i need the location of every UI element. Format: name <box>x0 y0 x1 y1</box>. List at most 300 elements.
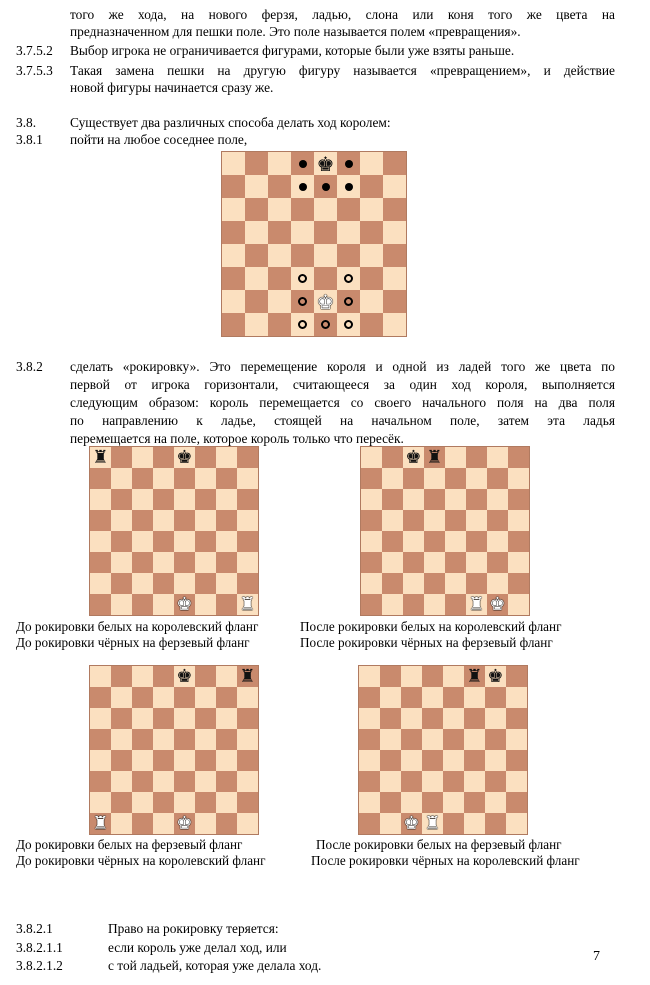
square-f6 <box>195 489 216 510</box>
square-h3 <box>237 771 258 792</box>
square-h1 <box>383 313 406 336</box>
square-c1 <box>401 813 422 834</box>
square-c1 <box>132 594 153 615</box>
square-h4 <box>237 531 258 552</box>
square-a5 <box>90 510 111 531</box>
square-b6 <box>111 708 132 729</box>
square-g3 <box>216 552 237 573</box>
square-d4 <box>422 750 443 771</box>
square-b7 <box>382 468 403 489</box>
black-rook-icon: ♜ <box>92 446 109 468</box>
move-dot-ring <box>298 297 307 306</box>
move-dot-filled <box>345 183 353 191</box>
square-g3 <box>485 771 506 792</box>
black-king-icon: ♚ <box>487 665 504 687</box>
square-e6 <box>174 708 195 729</box>
black-king-icon: ♚ <box>176 665 193 687</box>
square-e8 <box>443 666 464 687</box>
move-dot-filled <box>322 183 330 191</box>
square-e7 <box>174 468 195 489</box>
para-382-line-3: следующим образом: король перемещается со своего начального поля на два поля <box>70 395 615 410</box>
square-c5 <box>132 510 153 531</box>
square-e2 <box>443 792 464 813</box>
square-c2 <box>268 290 291 313</box>
square-f1 <box>464 813 485 834</box>
caption-board-1-line-1: До рокировки белых на королевский фланг <box>16 619 259 634</box>
caption-board-2-line-2: После рокировки чёрных на ферзевый фланг <box>300 635 553 650</box>
square-c4 <box>268 244 291 267</box>
square-g3 <box>487 552 508 573</box>
square-d7 <box>424 468 445 489</box>
square-e1 <box>174 813 195 834</box>
black-king-icon: ♚ <box>405 446 422 468</box>
square-e1 <box>445 594 466 615</box>
square-b2 <box>245 290 268 313</box>
square-b2 <box>380 792 401 813</box>
square-d5 <box>422 729 443 750</box>
square-c8 <box>132 447 153 468</box>
square-d4 <box>424 531 445 552</box>
square-f4 <box>464 750 485 771</box>
square-d3 <box>291 267 314 290</box>
castling-board-1 <box>89 446 259 616</box>
caption-board-4-line-1: После рокировки белых на ферзевый фланг <box>316 837 562 852</box>
square-a1 <box>90 813 111 834</box>
square-e8 <box>174 666 195 687</box>
square-h4 <box>506 750 527 771</box>
caption-board-1-line-2: До рокировки чёрных на ферзевый фланг <box>16 635 250 650</box>
square-a8 <box>222 152 245 175</box>
square-a3 <box>222 267 245 290</box>
square-h7 <box>237 468 258 489</box>
square-f1 <box>466 594 487 615</box>
square-c1 <box>403 594 424 615</box>
square-f2 <box>195 573 216 594</box>
square-h8 <box>237 447 258 468</box>
square-d3 <box>422 771 443 792</box>
caption-board-2-line-1: После рокировки белых на королевский фланг <box>300 619 562 634</box>
square-e4 <box>314 244 337 267</box>
square-h8 <box>508 447 529 468</box>
square-b7 <box>245 175 268 198</box>
square-a5 <box>361 510 382 531</box>
square-d4 <box>291 244 314 267</box>
square-g8 <box>360 152 383 175</box>
square-a7 <box>222 175 245 198</box>
square-d2 <box>153 573 174 594</box>
white-king-icon: ♚ <box>403 812 420 834</box>
square-h3 <box>508 552 529 573</box>
black-king-icon: ♚ <box>316 151 335 176</box>
square-e8 <box>174 447 195 468</box>
black-rook-icon: ♜ <box>466 665 483 687</box>
para-3752-text: Выбор игрока не ограничивается фигурами, которые были уже взяты раньше. <box>70 43 515 58</box>
para-381-text: пойти на любое соседнее поле, <box>70 132 248 147</box>
square-g8 <box>485 666 506 687</box>
para-382-line-1: сделать «рокировку». Это перемещение короля и одной из ладей того же цвета по <box>70 359 615 374</box>
square-a7 <box>90 687 111 708</box>
square-d3 <box>153 552 174 573</box>
square-c6 <box>403 489 424 510</box>
square-h2 <box>383 290 406 313</box>
square-e3 <box>314 267 337 290</box>
square-g7 <box>487 468 508 489</box>
square-h8 <box>237 666 258 687</box>
square-c2 <box>403 573 424 594</box>
square-h7 <box>383 175 406 198</box>
para-3821-text: Право на рокировку теряется: <box>108 921 279 936</box>
square-g8 <box>216 666 237 687</box>
square-a5 <box>90 729 111 750</box>
square-h1 <box>506 813 527 834</box>
square-b5 <box>382 510 403 531</box>
square-f5 <box>464 729 485 750</box>
square-f7 <box>337 175 360 198</box>
para-continuation-line-1: того же хода, на нового ферзя, ладью, слона или коня того же цвета на <box>70 7 615 22</box>
square-g1 <box>360 313 383 336</box>
square-a6 <box>359 708 380 729</box>
square-f2 <box>195 792 216 813</box>
square-h4 <box>237 750 258 771</box>
square-g4 <box>216 531 237 552</box>
square-a3 <box>90 552 111 573</box>
square-a6 <box>222 198 245 221</box>
square-g5 <box>216 510 237 531</box>
square-h4 <box>508 531 529 552</box>
para-number-382: 3.8.2 <box>16 359 43 374</box>
square-h3 <box>506 771 527 792</box>
square-g4 <box>487 531 508 552</box>
square-d8 <box>153 447 174 468</box>
para-38212-text: с той ладьей, которая уже делала ход. <box>108 958 322 973</box>
square-b3 <box>111 552 132 573</box>
square-b4 <box>111 531 132 552</box>
square-c2 <box>132 792 153 813</box>
square-f1 <box>195 594 216 615</box>
square-f7 <box>464 687 485 708</box>
square-d7 <box>153 687 174 708</box>
square-d5 <box>291 221 314 244</box>
para-continuation-line-2: предназначенном для пешки поле. Это поле называется полем «превращения». <box>70 24 521 39</box>
white-king-icon: ♚ <box>316 289 335 314</box>
square-a1 <box>222 313 245 336</box>
square-f6 <box>464 708 485 729</box>
square-b6 <box>111 489 132 510</box>
square-b4 <box>382 531 403 552</box>
square-g6 <box>216 489 237 510</box>
square-e5 <box>174 510 195 531</box>
square-f5 <box>337 221 360 244</box>
square-c3 <box>132 552 153 573</box>
square-f6 <box>466 489 487 510</box>
square-g6 <box>360 198 383 221</box>
para-38-text: Существует два различных способа делать ход королем: <box>70 115 391 130</box>
square-d6 <box>422 708 443 729</box>
square-d6 <box>291 198 314 221</box>
square-b7 <box>111 687 132 708</box>
square-a1 <box>90 594 111 615</box>
caption-board-4-line-2: После рокировки чёрных на королевский фланг <box>311 853 580 868</box>
square-d1 <box>153 813 174 834</box>
square-g4 <box>360 244 383 267</box>
square-e7 <box>174 687 195 708</box>
square-a4 <box>359 750 380 771</box>
move-dot-ring <box>344 297 353 306</box>
square-e7 <box>445 468 466 489</box>
square-a2 <box>90 573 111 594</box>
para-number-38211: 3.8.2.1.1 <box>16 940 63 955</box>
square-b5 <box>111 729 132 750</box>
black-rook-icon: ♜ <box>239 665 256 687</box>
square-d5 <box>153 510 174 531</box>
square-g5 <box>487 510 508 531</box>
square-b4 <box>380 750 401 771</box>
square-c4 <box>132 750 153 771</box>
square-b7 <box>111 468 132 489</box>
square-h1 <box>237 813 258 834</box>
square-e4 <box>174 750 195 771</box>
castling-board-2 <box>360 446 530 616</box>
square-d8 <box>422 666 443 687</box>
square-e7 <box>443 687 464 708</box>
square-g6 <box>485 708 506 729</box>
square-h6 <box>506 708 527 729</box>
square-b5 <box>111 510 132 531</box>
square-h6 <box>237 489 258 510</box>
square-b4 <box>111 750 132 771</box>
square-d7 <box>291 175 314 198</box>
square-c1 <box>132 813 153 834</box>
para-number-381: 3.8.1 <box>16 132 43 147</box>
square-h6 <box>508 489 529 510</box>
square-b1 <box>380 813 401 834</box>
square-e2 <box>174 573 195 594</box>
square-f1 <box>337 313 360 336</box>
square-g8 <box>216 447 237 468</box>
square-h8 <box>506 666 527 687</box>
square-c5 <box>268 221 291 244</box>
square-f8 <box>464 666 485 687</box>
white-king-icon: ♚ <box>176 812 193 834</box>
square-h5 <box>508 510 529 531</box>
square-e5 <box>314 221 337 244</box>
move-dot-ring <box>298 274 307 283</box>
square-b7 <box>380 687 401 708</box>
square-d3 <box>424 552 445 573</box>
square-b2 <box>382 573 403 594</box>
square-h5 <box>237 510 258 531</box>
square-h6 <box>383 198 406 221</box>
square-e8 <box>445 447 466 468</box>
square-h4 <box>383 244 406 267</box>
square-h5 <box>506 729 527 750</box>
caption-board-3-line-2: До рокировки чёрных на королевский фланг <box>16 853 266 868</box>
square-f2 <box>464 792 485 813</box>
square-c8 <box>268 152 291 175</box>
square-g5 <box>360 221 383 244</box>
square-g2 <box>216 792 237 813</box>
square-f7 <box>466 468 487 489</box>
square-a3 <box>90 771 111 792</box>
square-c4 <box>401 750 422 771</box>
square-h3 <box>383 267 406 290</box>
square-d7 <box>422 687 443 708</box>
square-c3 <box>403 552 424 573</box>
square-c6 <box>132 489 153 510</box>
square-d5 <box>424 510 445 531</box>
black-king-icon: ♚ <box>176 446 193 468</box>
square-a5 <box>359 729 380 750</box>
square-a1 <box>361 594 382 615</box>
square-d8 <box>291 152 314 175</box>
move-dot-ring <box>321 320 330 329</box>
square-e6 <box>314 198 337 221</box>
square-f1 <box>195 813 216 834</box>
square-f3 <box>464 771 485 792</box>
square-b3 <box>245 267 268 290</box>
square-b6 <box>245 198 268 221</box>
square-g3 <box>360 267 383 290</box>
square-f4 <box>195 750 216 771</box>
square-e8 <box>314 152 337 175</box>
square-c4 <box>132 531 153 552</box>
move-dot-filled <box>345 160 353 168</box>
square-h7 <box>506 687 527 708</box>
square-f7 <box>195 468 216 489</box>
square-e4 <box>443 750 464 771</box>
square-b8 <box>111 666 132 687</box>
square-g2 <box>487 573 508 594</box>
square-e2 <box>445 573 466 594</box>
square-f4 <box>337 244 360 267</box>
square-f5 <box>466 510 487 531</box>
square-a7 <box>361 468 382 489</box>
square-b1 <box>382 594 403 615</box>
square-a6 <box>90 708 111 729</box>
square-a2 <box>361 573 382 594</box>
square-e1 <box>314 313 337 336</box>
square-a7 <box>359 687 380 708</box>
white-king-icon: ♚ <box>176 593 193 615</box>
square-d6 <box>153 708 174 729</box>
square-d2 <box>291 290 314 313</box>
square-e5 <box>445 510 466 531</box>
move-dot-ring <box>344 320 353 329</box>
para-3753-line-1: Такая замена пешки на другую фигуру называется «превращением», и действие <box>70 63 615 78</box>
square-b8 <box>380 666 401 687</box>
square-d2 <box>422 792 443 813</box>
white-rook-icon: ♜ <box>424 812 441 834</box>
square-g2 <box>216 573 237 594</box>
square-b3 <box>380 771 401 792</box>
square-b8 <box>245 152 268 175</box>
square-f8 <box>337 152 360 175</box>
square-c1 <box>268 313 291 336</box>
square-g5 <box>485 729 506 750</box>
square-b8 <box>382 447 403 468</box>
square-b5 <box>380 729 401 750</box>
square-a4 <box>361 531 382 552</box>
square-g1 <box>485 813 506 834</box>
square-d6 <box>153 489 174 510</box>
square-a2 <box>90 792 111 813</box>
square-a8 <box>359 666 380 687</box>
square-h1 <box>237 594 258 615</box>
para-382-line-4: по направлению к ладье, стоящей на начальном поле, затем эта ладья <box>70 413 615 428</box>
square-g3 <box>216 771 237 792</box>
square-h5 <box>237 729 258 750</box>
para-number-38212: 3.8.2.1.2 <box>16 958 63 973</box>
square-a3 <box>361 552 382 573</box>
square-e3 <box>174 552 195 573</box>
square-a6 <box>90 489 111 510</box>
square-a4 <box>90 750 111 771</box>
square-f3 <box>337 267 360 290</box>
square-d5 <box>153 729 174 750</box>
square-a7 <box>90 468 111 489</box>
square-a5 <box>222 221 245 244</box>
square-d1 <box>153 594 174 615</box>
square-e5 <box>443 729 464 750</box>
square-g7 <box>216 468 237 489</box>
square-b3 <box>382 552 403 573</box>
square-h2 <box>237 573 258 594</box>
castling-board-3 <box>89 665 259 835</box>
caption-board-3-line-1: До рокировки белых на ферзевый фланг <box>16 837 243 852</box>
square-c3 <box>268 267 291 290</box>
square-g8 <box>487 447 508 468</box>
square-c2 <box>132 573 153 594</box>
square-e5 <box>174 729 195 750</box>
square-h2 <box>508 573 529 594</box>
square-g2 <box>485 792 506 813</box>
square-g4 <box>216 750 237 771</box>
square-b4 <box>245 244 268 267</box>
square-e3 <box>445 552 466 573</box>
square-f6 <box>195 708 216 729</box>
square-e6 <box>445 489 466 510</box>
square-d4 <box>153 750 174 771</box>
square-c5 <box>403 510 424 531</box>
square-a8 <box>90 447 111 468</box>
square-c7 <box>401 687 422 708</box>
square-g1 <box>216 813 237 834</box>
castling-board-4 <box>358 665 528 835</box>
square-e1 <box>443 813 464 834</box>
white-rook-icon: ♜ <box>468 593 485 615</box>
move-dot-filled <box>299 160 307 168</box>
para-number-38: 3.8. <box>16 115 37 130</box>
square-a8 <box>361 447 382 468</box>
para-number-3821: 3.8.2.1 <box>16 921 53 936</box>
square-d3 <box>153 771 174 792</box>
square-a6 <box>361 489 382 510</box>
square-d2 <box>153 792 174 813</box>
square-e3 <box>443 771 464 792</box>
square-g1 <box>216 594 237 615</box>
square-f4 <box>466 531 487 552</box>
square-c7 <box>268 175 291 198</box>
square-c7 <box>132 468 153 489</box>
move-dot-filled <box>299 183 307 191</box>
square-d1 <box>424 594 445 615</box>
white-king-icon: ♚ <box>489 593 506 615</box>
square-d4 <box>153 531 174 552</box>
square-f2 <box>337 290 360 313</box>
square-c3 <box>132 771 153 792</box>
square-e3 <box>174 771 195 792</box>
square-e6 <box>174 489 195 510</box>
